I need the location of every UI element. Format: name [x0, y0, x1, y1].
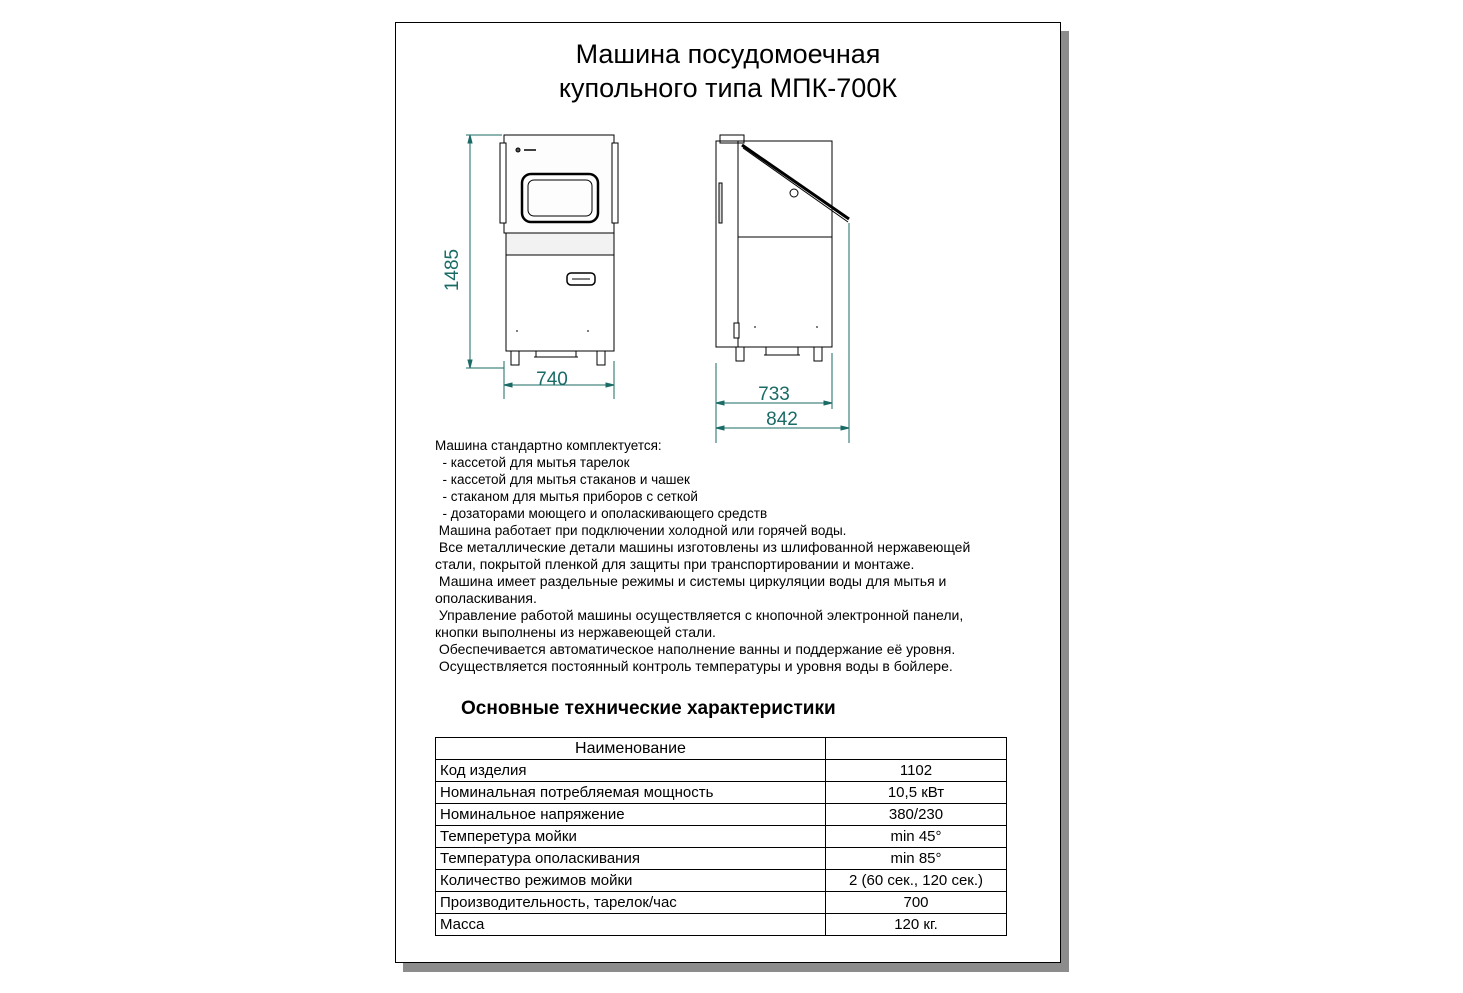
dimension-width-label: 740 — [536, 369, 568, 390]
dimension-height-label: 1485 — [442, 248, 463, 292]
table-row — [436, 760, 1007, 782]
description-line: - кассетой для мытья тарелок — [435, 455, 630, 470]
dimension-depth-total-label: 842 — [766, 409, 798, 430]
spec-value: 1102 — [826, 760, 1007, 782]
spec-name: Масса — [436, 914, 826, 936]
table-row — [436, 782, 1007, 804]
description-line: - стаканом для мытья приборов с сеткой — [435, 489, 698, 504]
description-line: Обеспечивается автоматическое наполнение ванны и поддержание её уровня. — [435, 641, 956, 657]
document-page — [395, 22, 1061, 963]
technical-drawing — [436, 123, 856, 443]
specs-section-title: Основные технические характеристики — [461, 698, 836, 719]
spec-name: Номинальная потребляемая мощность — [436, 782, 826, 804]
description-line: кнопки выполнены из нержавеющей стали. — [435, 624, 716, 640]
description-line: стали, покрытой пленкой для защиты при транспортировании и монтаже. — [435, 556, 915, 572]
description-text — [435, 437, 1050, 675]
specs-header-name: Наименование — [436, 738, 826, 760]
document-title-line1: Машина посудомоечная — [575, 39, 881, 69]
table-row — [436, 826, 1007, 848]
description-line: Машина имеет раздельные режимы и системы циркуляции воды для мытья и — [435, 573, 947, 589]
spec-name: Код изделия — [436, 760, 826, 782]
table-row — [436, 848, 1007, 870]
spec-name: Производительность, тарелок/час — [436, 892, 826, 914]
description-line: Машина работает при подключении холодной или горячей воды. — [435, 523, 847, 538]
table-row — [436, 870, 1007, 892]
table-row — [436, 914, 1007, 936]
spec-name: Количество режимов мойки — [436, 870, 826, 892]
description-line: Все металлические детали машины изготовлены из шлифованной нержавеющей — [435, 539, 971, 555]
dimension-depth-body-label: 733 — [758, 384, 790, 405]
spec-value: 700 — [826, 892, 1007, 914]
specs-table — [435, 737, 1007, 936]
table-row — [436, 804, 1007, 826]
spec-value: min 45° — [826, 826, 1007, 848]
spec-value: 120 кг. — [826, 914, 1007, 936]
description-line: - дозаторами моющего и ополаскивающего средств — [435, 506, 768, 521]
spec-value: min 85° — [826, 848, 1007, 870]
description-line: - кассетой для мытья стаканов и чашек — [435, 472, 690, 487]
spec-name: Температура ополаскивания — [436, 848, 826, 870]
spec-name: Номинальное напряжение — [436, 804, 826, 826]
front-view — [500, 135, 618, 365]
description-line: Машина стандартно комплектуется: — [435, 438, 662, 453]
side-view — [716, 135, 849, 361]
spec-name: Темперетура мойки — [436, 826, 826, 848]
table-row — [436, 892, 1007, 914]
description-line: Осуществляется постоянный контроль температуры и уровня воды в бойлере. — [435, 658, 953, 674]
description-line: Управление работой машины осуществляется с кнопочной электронной панели, — [435, 607, 964, 623]
spec-value: 380/230 — [826, 804, 1007, 826]
document-title-line2: купольного типа МПК-700К — [558, 73, 898, 103]
spec-value: 2 (60 сек., 120 сек.) — [826, 870, 1007, 892]
specs-header-row — [436, 738, 1007, 760]
description-line: ополаскивания. — [435, 590, 537, 606]
specs-header-value — [826, 738, 1007, 760]
spec-value: 10,5 кВт — [826, 782, 1007, 804]
